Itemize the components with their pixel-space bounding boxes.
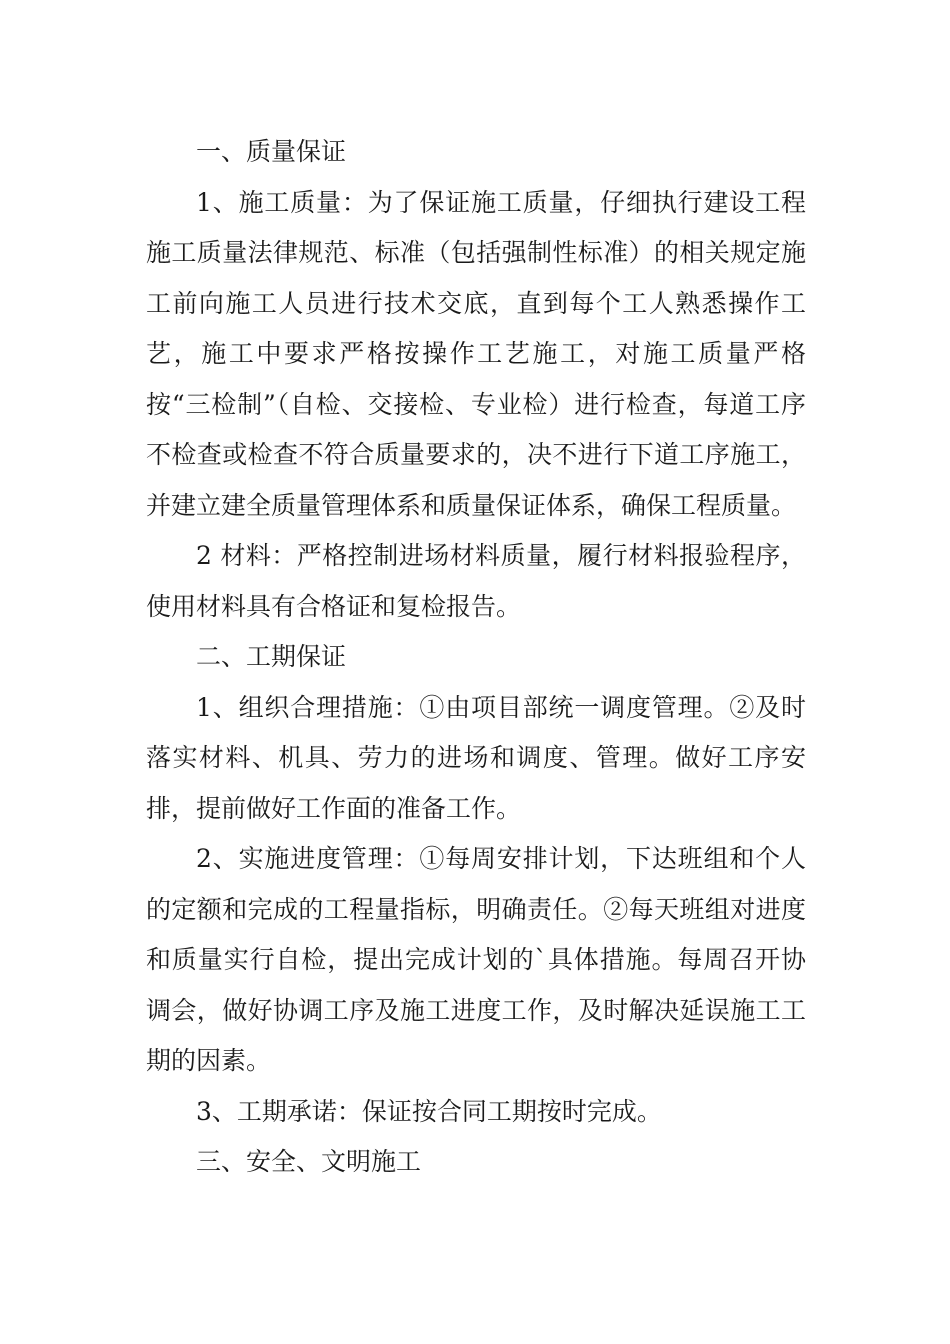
section-heading-quality: 一、质量保证 [196,137,347,166]
section-heading-safety: 三、安全、文明施工 [196,1147,422,1176]
paragraph-organization-measures: 1、组织合理措施：①由项目部统一调度管理。②及时落实材料、机具、劳力的进场和调度、管理。做好工序安排，提前做好工作面的准备工作。 [146,692,806,823]
document-body [146,127,806,1188]
paragraph-schedule-commitment: 3、工期承诺：保证按合同工期按时完成。 [196,1096,662,1126]
section-heading-schedule: 二、工期保证 [196,642,347,671]
paragraph-construction-quality: 1、施工质量：为了保证施工质量，仔细执行建设工程施工质量法律规范、标准（包括强制性标准）的相关规定施工前向施工人员进行技术交底，直到每个工人熟悉操作工艺，施工中要求严格按操作工艺施工，对施工质量严格按“三检制”（自检、交接检、专业检）进行检查，每道工序不检查或检查不符合质量要求的，决不进行下道工序施工，并建立建全质量管理体系和质量保证体系，确保工程质量。 [146,187,806,520]
paragraph-materials: 2 材料：严格控制进场材料质量，履行材料报验程序，使用材料具有合格证和复检报告。 [146,541,806,621]
paragraph-progress-management: 2、实施进度管理：①每周安排计划，下达班组和个人的定额和完成的工程量指标，明确责任。②每天班组对进度和质量实行自检，提出完成计划的`具体措施。每周召开协调会，做好协调工序及施工进度工作，及时解决延误施工工期的因素。 [146,844,806,1075]
